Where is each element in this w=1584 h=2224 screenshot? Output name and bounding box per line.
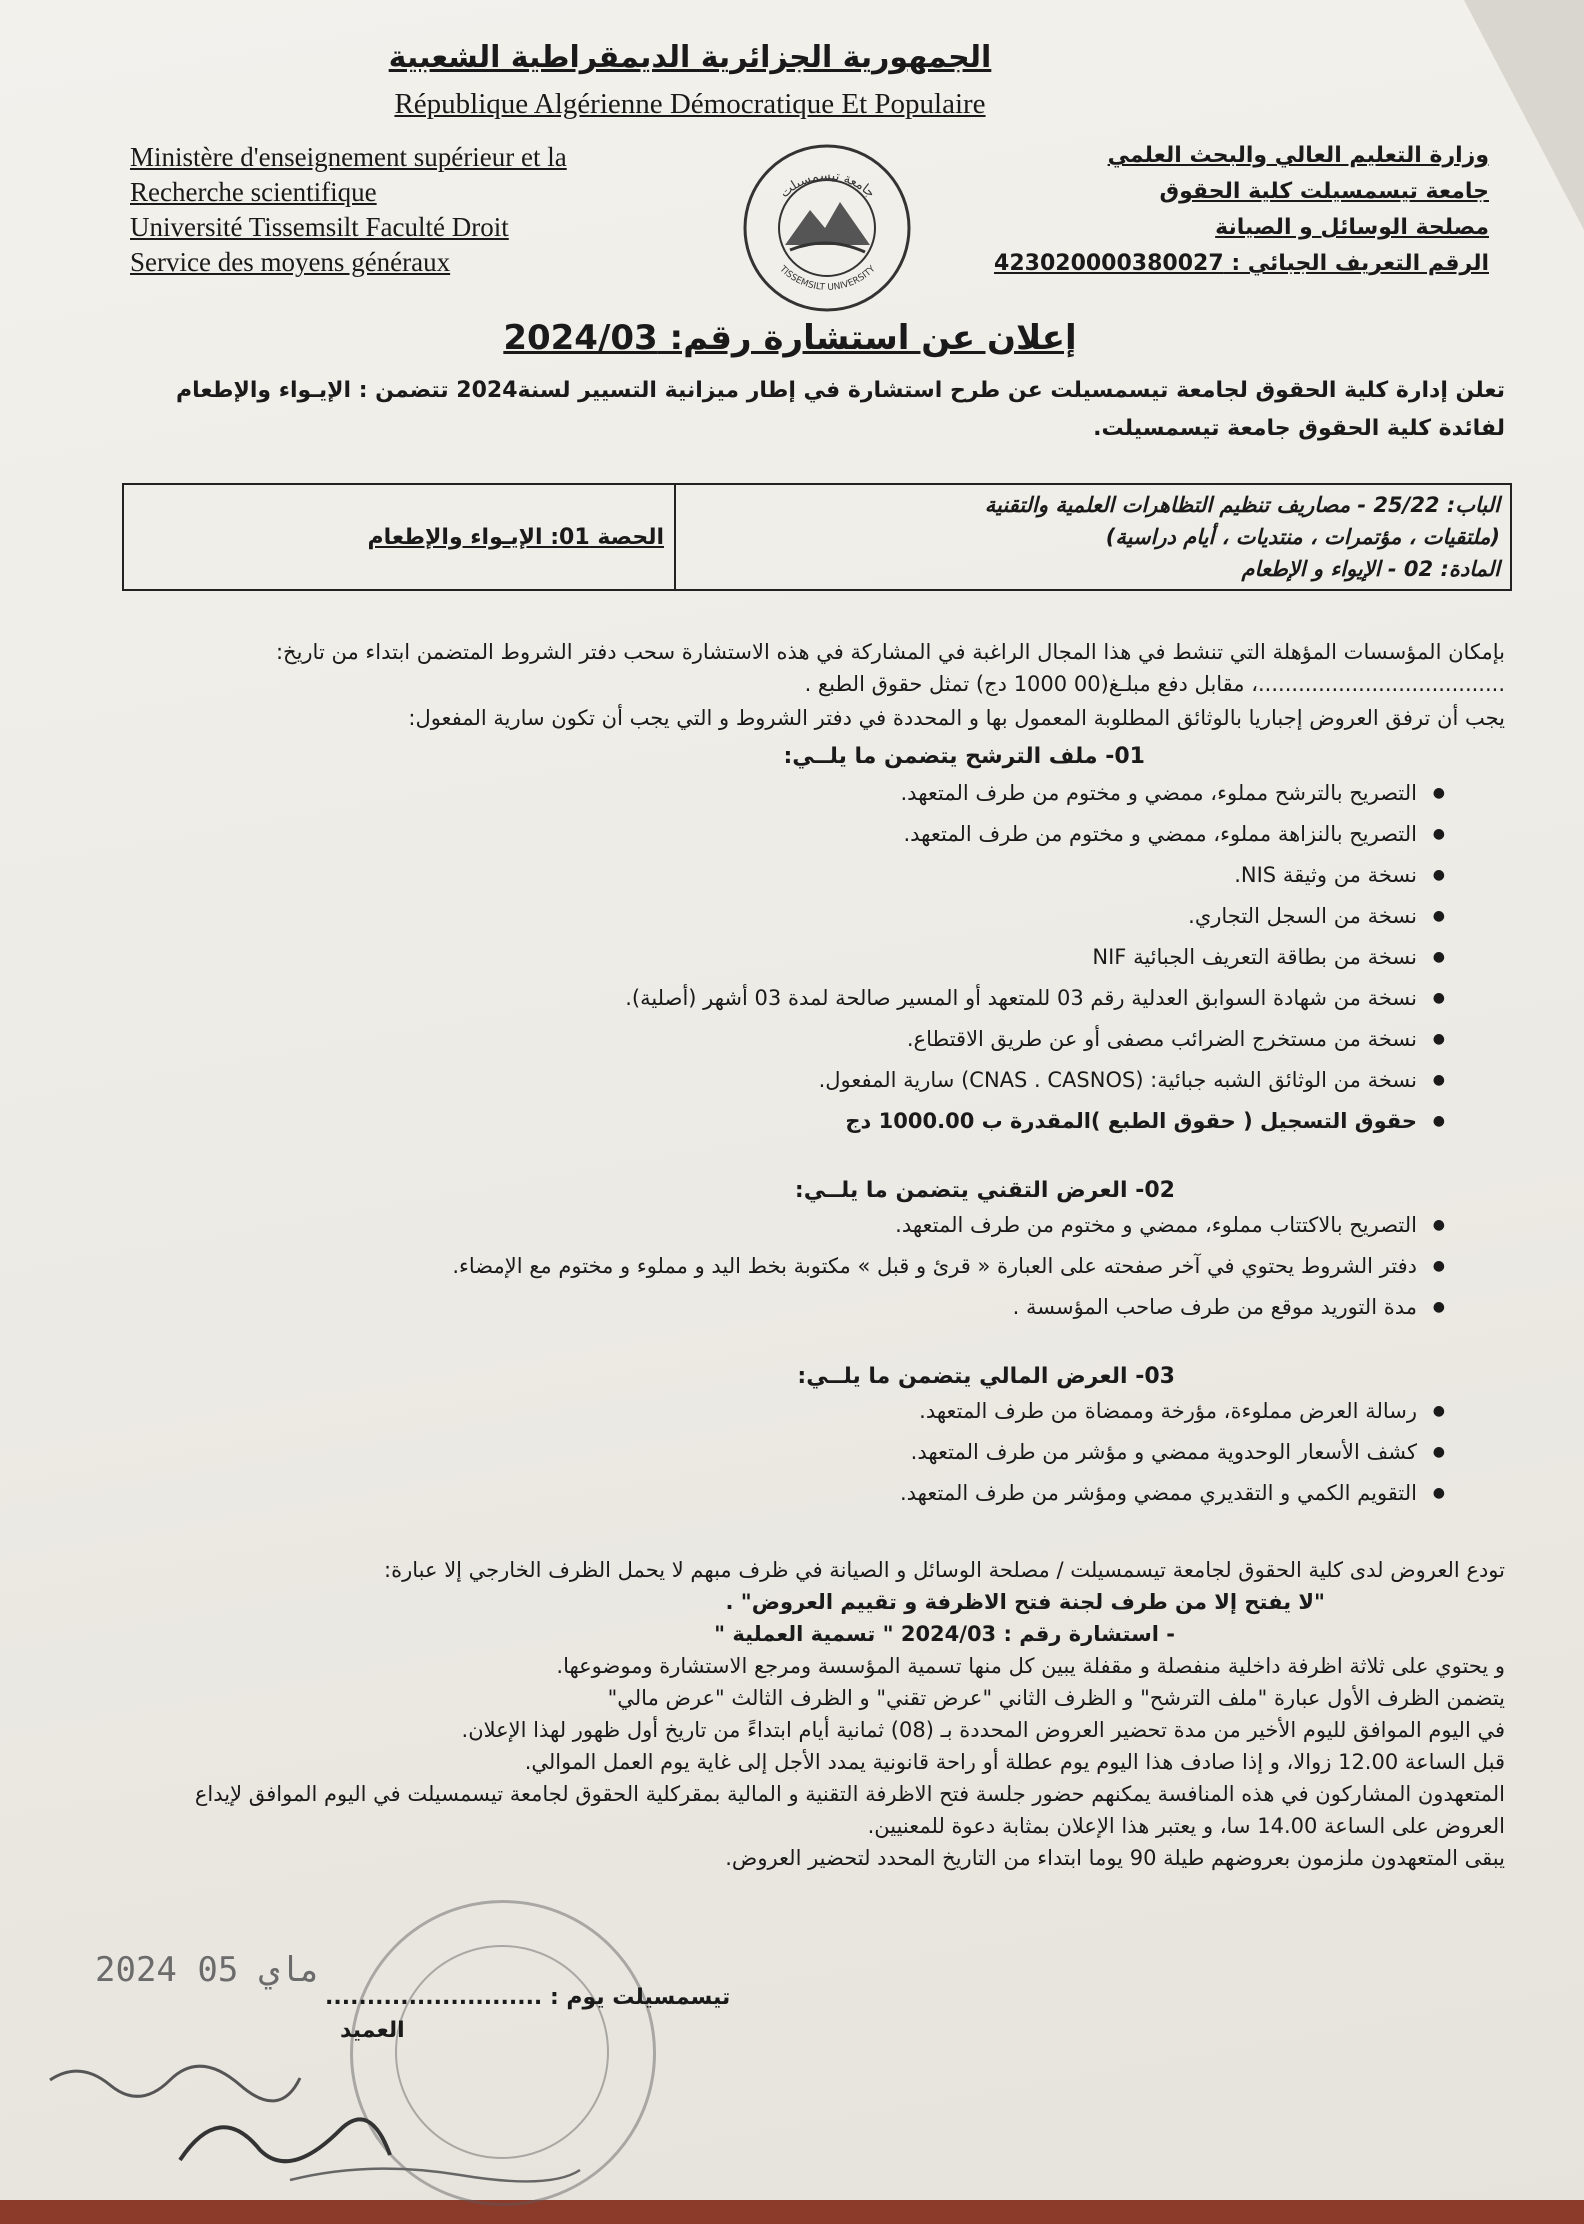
list-item: ● نسخة من الوثائق الشبه جبائية: (CNAS . CASNOS) سارية المفعول. [120,1060,1445,1101]
list-item: ● التصريح بالاكتتاب مملوء، ممضي و مختوم من طرف المتعهد. [120,1205,1445,1246]
list-item: ● التقويم الكمي و التقديري ممضي ومؤشر من طرف المتعهد. [120,1473,1445,1514]
header-left-line: Université Tissemsilt Faculté Droit [130,212,509,242]
list-item: ● نسخة من بطاقة التعريف الجبائية NIF [120,937,1445,978]
logo-text-top: جامعة تيسمسيلت [777,168,878,202]
header-right-line: جامعة تيسمسيلت كلية الحقوق [1159,179,1489,204]
list-item: ● نسخة من مستخرج الضرائب مصفى أو عن طريق الاقتطاع. [120,1019,1445,1060]
header-left-line: Ministère d'enseignement supérieur et la [130,142,567,172]
body-paragraph: يجب أن ترفق العروض إجباريا بالوثائق المطلوبة المعمول بها و المحددة في دفتر الشروط و التي يجب أن تكون سارية المفعول: [408,706,1505,730]
budget-chapter-cell [675,484,1511,590]
section-3-list [120,1391,1445,1514]
header-arabic-republic: الجمهورية الجزائرية الديمقراطية الشعبية [388,40,992,75]
closing-line: في اليوم الموافق لليوم الأخير من مدة تحضير العروض المحددة بـ (08) ثمانية أيام ابتداءً من تاريخ أول ظهور لهذا الإعلان. [461,1718,1505,1742]
closing-line: "لا يفتح إلا من طرف لجنة فتح الاظرفة و تقييم العروض" . [725,1590,1325,1614]
closing-line: يبقى المتعهدون ملزمون بعروضهم طيلة 90 يوما ابتداء من التاريخ المحدد لتحضير العروض. [725,1846,1505,1870]
svg-text:TISSEMSILT UNIVERSITY [777,264,878,293]
announcement-title: إعلان عن استشارة رقم: 2024/03 [503,318,1077,358]
closing-line: يتضمن الظرف الأول عبارة "ملف الترشح" و الظرف الثاني "عرض تقني" و الظرف الثالث "عرض مالي" [607,1686,1505,1710]
header-right-line: الرقم التعريف الجبائي : 423020000380027 [994,251,1489,276]
section-title: 03- العرض المالي يتضمن ما يلــي: [797,1364,1175,1389]
section-1 [120,744,1505,769]
budget-line: (ملتقيات ، مؤتمرات ، منتديات ، أيام دراسية) [1105,525,1500,549]
list-item: ● حقوق التسجيل ( حقوق الطبع )المقدرة ب 1000.00 دج [120,1101,1445,1142]
section-3 [120,1364,1505,1389]
lot-table [122,483,1512,591]
section-2-list [120,1205,1445,1328]
closing-line: - استشارة رقم : 2024/03 " تسمية العملية " [714,1622,1175,1646]
header-left-line: Recherche scientifique [130,177,377,207]
date-stamp: 2024 ماي 05 [95,1950,321,1990]
section-title: 01- ملف الترشح يتضمن ما يلــي: [783,744,1145,769]
header-right-block [929,138,1489,282]
signature-role: العميد [340,2018,405,2043]
list-item: ● رسالة العرض مملوءة، مؤرخة وممضاة من طرف المتعهد. [120,1391,1445,1432]
list-item: ● نسخة من السجل التجاري. [120,896,1445,937]
header-left-line: Service des moyens généraux [130,247,451,277]
header-right-line: وزارة التعليم العالي والبحث العلمي [1107,143,1489,168]
announcement-intro: تعلن إدارة كلية الحقوق لجامعة تيسمسيلت عن طرح استشارة في إطار ميزانية التسيير لسنة2024 تتضمن : الإيـواء والإطعام لفائدة كلية الحقوق جامعة تيسمسيلت. [175,378,1505,441]
list-item: ● نسخة من وثيقة NIS. [120,855,1445,896]
list-item: ● نسخة من شهادة السوابق العدلية رقم 03 للمتعهد أو المسير صالحة لمدة 03 أشهر (أصلية). [120,978,1445,1019]
section-title: 02- العرض التقني يتضمن ما يلــي: [794,1178,1175,1203]
closing-block [120,1554,1505,1874]
table-edge [0,2200,1584,2224]
closing-line: قبل الساعة 12.00 زوالا، و إذا صادف هذا اليوم يوم عطلة أو راحة قانونية يمدد الأجل إلى غاية يوم العمل الموالي. [524,1750,1505,1774]
body-content [120,636,1505,1874]
list-item: ● مدة التوريد موقع من طرف صاحب المؤسسة . [120,1287,1445,1328]
lot-label: الحصة 01: الإيـواء والإطعام [367,524,664,550]
body-paragraph: بإمكان المؤسسات المؤهلة التي تنشط في هذا المجال الراغبة في المشاركة في هذه الاستشارة سحب دفتر الشروط المتضمن ابتداء من تاريخ: .....................................، مقابل دفع مبلـغ(00 1000 دج) تمثل حقوق الطبع . [275,640,1505,696]
closing-line: تودع العروض لدى كلية الحقوق لجامعة تيسمسيلت / مصلحة الوسائل و الصيانة في ظرف مبهم لا يحمل الظرف الخارجي إلا عبارة: [384,1558,1505,1582]
logo-text-bottom: TISSEMSILT UNIVERSITY [777,264,878,293]
university-logo [740,140,915,315]
section-1-list [120,773,1445,1142]
list-item: ● كشف الأسعار الوحدوية ممضي و مؤشر من طرف المتعهد. [120,1432,1445,1473]
header-left-block [130,140,690,280]
list-item: ● التصريح بالنزاهة مملوء، ممضي و مختوم من طرف المتعهد. [120,814,1445,855]
signature-place-date: تيسمسيلت يوم : .......................... [325,1985,731,2010]
header-french-republic: République Algérienne Démocratique Et Populaire [394,88,986,120]
budget-line: الباب: 25/22 - مصاريف تنظيم التظاهرات العلمية والتقنية [984,493,1500,517]
list-item: ● دفتر الشروط يحتوي في آخر صفحته على العبارة « قرئ و قبل » مكتوبة بخط اليد و مملوء و مختوم مع الإمضاء. [120,1246,1445,1287]
lot-cell [123,484,675,590]
budget-line: المادة: 02 - الإيواء و الإطعام [1241,557,1500,581]
closing-line: المتعهدون المشاركون في هذه المنافسة يمكنهم حضور جلسة فتح الاظرفة التقنية و المالية بمقركلية الحقوق لجامعة تيسمسيلت في اليوم الموافق لإيداع العروض على الساعة 14.00 سا، و يعتبر هذا الإعلان بمثابة دعوة للمعنيين. [194,1782,1505,1838]
list-item: ● التصريح بالترشح مملوء، ممضي و مختوم من طرف المتعهد. [120,773,1445,814]
header-right-line: مصلحة الوسائل و الصيانة [1215,215,1489,240]
closing-line: و يحتوي على ثلاثة اظرفة داخلية منفصلة و مقفلة يبين كل منها تسمية المؤسسة ومرجع الاستشارة وموضوعها. [556,1654,1505,1678]
svg-text:جامعة تيسمسيلت [777,168,877,201]
section-2 [120,1178,1505,1203]
handwritten-signature [40,2040,600,2200]
